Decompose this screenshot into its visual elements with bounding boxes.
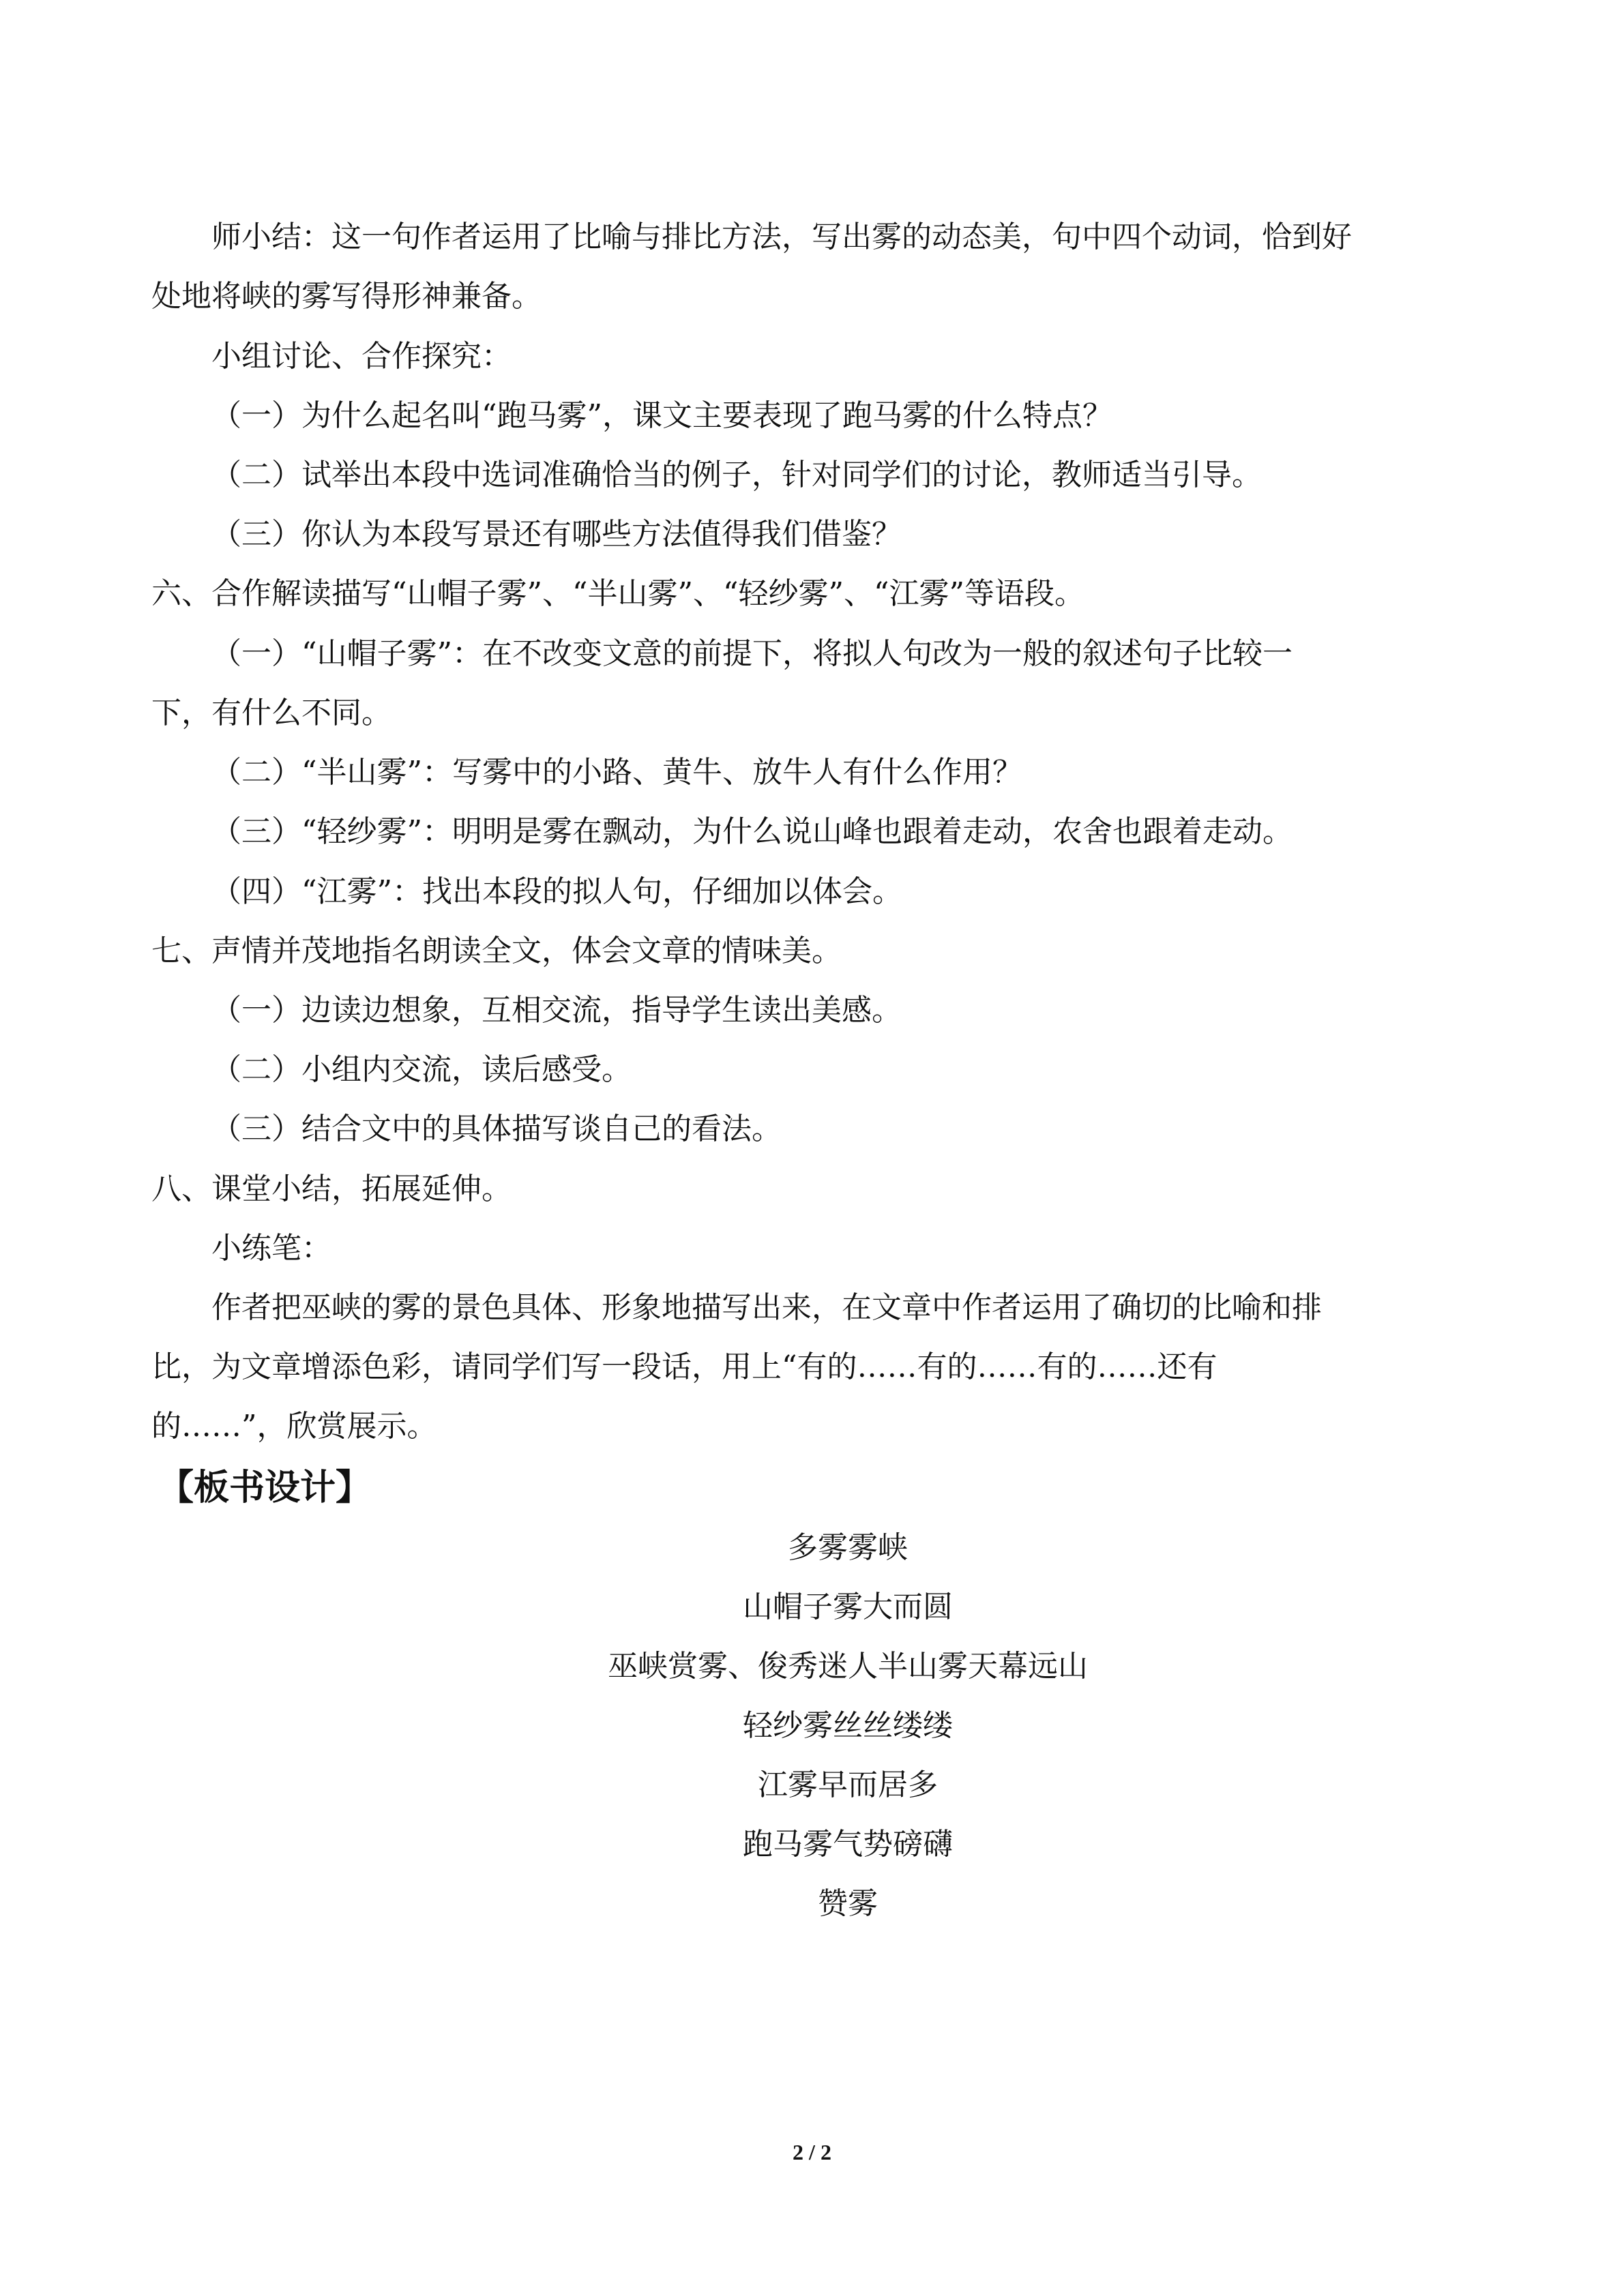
section-seven-item-2: （二）小组内交流，读后感受。: [211, 1052, 632, 1087]
summary-line-1: 师小结：这一句作者运用了比喻与排比方法，写出雾的动态美，句中四个动词，恰到好: [211, 220, 1352, 254]
section-six-title: 六、合作解读描写“山帽子雾”、“半山雾”、“轻纱雾”、“江雾”等语段。: [151, 576, 1084, 611]
writing-practice-line-2: 比，为文章增添色彩，请同学们写一段话，用上“有的……有的……有的……还有: [151, 1350, 1217, 1384]
question-item-2: （二）试举出本段中选词准确恰当的例子，针对同学们的讨论，教师适当引导。: [211, 458, 1262, 492]
section-seven-title: 七、声情并茂地指名朗读全文，体会文章的情味美。: [151, 934, 842, 968]
section-seven-item-1: （一）边读边想象，互相交流，指导学生读出美感。: [211, 993, 902, 1028]
question-item-3: （三）你认为本段写景还有哪些方法值得我们借鉴？: [211, 517, 902, 552]
section-six-item-4: （四）“江雾”：找出本段的拟人句，仔细加以体会。: [211, 874, 902, 909]
section-six-item-2: （二）“半山雾”：写雾中的小路、黄牛、放牛人有什么作用？: [211, 755, 1022, 790]
section-seven-item-3: （三）结合文中的具体描写谈自己的看法。: [211, 1112, 782, 1146]
summary-line-2: 处地将峡的雾写得形神兼备。: [151, 279, 542, 314]
page-number: 2 / 2: [793, 2140, 831, 2164]
writing-practice-line-3: 的……”，欣赏展示。: [151, 1409, 437, 1444]
question-item-1: （一）为什么起名叫“跑马雾”，课文主要表现了跑马雾的什么特点？: [211, 398, 1112, 433]
board-line-3: 巫峡赏雾、俊秀迷人半山雾天幕远山: [608, 1649, 1088, 1684]
section-eight-title: 八、课堂小结，拓展延伸。: [151, 1172, 512, 1206]
board-line-7: 赞雾: [818, 1886, 878, 1921]
section-six-item-3: （三）“轻纱雾”：明明是雾在飘动，为什么说山峰也跟着走动，农舍也跟着走动。: [211, 814, 1293, 849]
board-line-4: 轻纱雾丝丝缕缕: [743, 1708, 953, 1743]
board-line-2: 山帽子雾大而圆: [743, 1590, 953, 1624]
board-line-6: 跑马雾气势磅礴: [743, 1827, 953, 1862]
writing-practice-label: 小练笔：: [211, 1231, 331, 1266]
board-line-1: 多雾雾峡: [788, 1530, 908, 1565]
section-six-item-1: （一）“山帽子雾”：在不改变文意的前提下，将拟人句改为一般的叙述句子比较一: [211, 636, 1293, 671]
group-discussion-label: 小组讨论、合作探究：: [211, 339, 512, 374]
board-design-heading: 【板书设计】: [158, 1467, 372, 1508]
board-line-5: 江雾早而居多: [758, 1768, 938, 1802]
section-six-item-1-cont: 下，有什么不同。: [151, 696, 392, 730]
writing-practice-line-1: 作者把巫峡的雾的景色具体、形象地描写出来，在文章中作者运用了确切的比喻和排: [211, 1290, 1322, 1325]
